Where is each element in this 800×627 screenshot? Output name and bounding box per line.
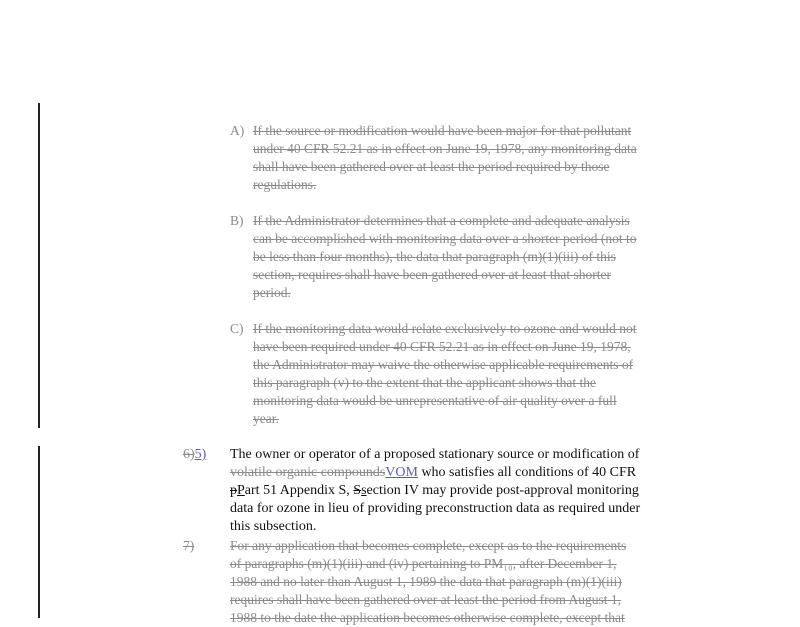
para-a-line: under 40 CFR 52.21 as in effect on June 19, 1978, any monitoring data: [253, 141, 637, 156]
para-b-line: section, requires shall have been gathered over at least that shorter: [253, 267, 611, 282]
para-c-line: have been required under 40 CFR 52.21 as in effect on June 19, 1978,: [253, 339, 631, 354]
para-c-label: C): [230, 321, 244, 336]
deleted-text: S: [353, 483, 362, 498]
deleted-text: p: [230, 483, 237, 498]
deleted-text: volatile organic compounds: [230, 465, 386, 480]
label-inserted: 5): [194, 447, 207, 462]
para-b-line: can be accomplished with monitoring data over a shorter period (not to: [253, 231, 637, 246]
para-6-line: data for ozone in lieu of providing preconstruction data as required under: [230, 501, 641, 516]
para-7-line: requires shall have been gathered over at least the period from August 1,: [230, 592, 621, 607]
para-a-text: [253, 122, 637, 194]
para-c-line: year.: [253, 411, 279, 426]
para-6-line: [230, 482, 640, 500]
para-b-text: [253, 212, 637, 302]
para-c-line: the Administrator may waive the otherwise applicable requirements of: [253, 357, 634, 372]
inserted-text: P: [237, 483, 245, 498]
para-b-label: B): [230, 213, 244, 228]
para-a-label: A): [230, 123, 245, 138]
para-c-line: monitoring data would be unrepresentative of air quality over a full: [253, 393, 617, 408]
para-7-line: 1988 to the date the application becomes otherwise complete, except that: [230, 610, 625, 625]
para-7-line: 1988 and no later than August 1, 1989 the data that paragraph (m)(1)(iii): [230, 574, 622, 589]
para-b-line: be less than four months), the data that paragraph (m)(1)(iii) of this: [253, 249, 616, 264]
para-7-line: For any application that becomes complete, except as to the requirements: [230, 538, 627, 553]
para-c-line: If the monitoring data would relate exclusively to ozone and would not: [253, 321, 637, 336]
change-bar-upper: [38, 103, 40, 428]
para-6-text: [230, 446, 640, 536]
para-a-line: regulations.: [253, 177, 317, 192]
para-6-text-run: who satisfies all conditions of 40 CFR: [417, 465, 637, 480]
para-a-line: If the source or modification would have been major for that pollutant: [253, 123, 632, 138]
para-6-line: The owner or operator of a proposed stationary source or modification of: [230, 447, 640, 462]
para-6-line: [230, 464, 640, 482]
para-6-text-run: art 51 Appendix S,: [244, 483, 354, 498]
para-a-line: shall have been gathered over at least the period required by those: [253, 159, 610, 174]
para-6-label: [183, 446, 206, 464]
para-7-text: [230, 537, 626, 627]
para-6-line: this subsection.: [230, 519, 317, 534]
para-b-line: If the Administrator determines that a complete and adequate analysis: [253, 213, 630, 228]
para-7-label: 7): [183, 538, 195, 553]
inserted-text: VOM: [385, 465, 418, 480]
para-c-line: this paragraph (v) to the extent that the applicant shows that the: [253, 375, 597, 390]
para-7-line: of paragraphs (m)(1)(iii) and (iv) pertaining to PM₁₀, after December 1,: [230, 556, 617, 571]
para-6-text-run: ection IV may provide post-approval monitoring: [366, 483, 639, 498]
para-b-line: period.: [253, 285, 291, 300]
inserted-text: s: [361, 483, 367, 498]
label-deleted: 6): [183, 447, 195, 462]
para-c-text: [253, 320, 637, 428]
change-bar-lower: [38, 446, 40, 618]
